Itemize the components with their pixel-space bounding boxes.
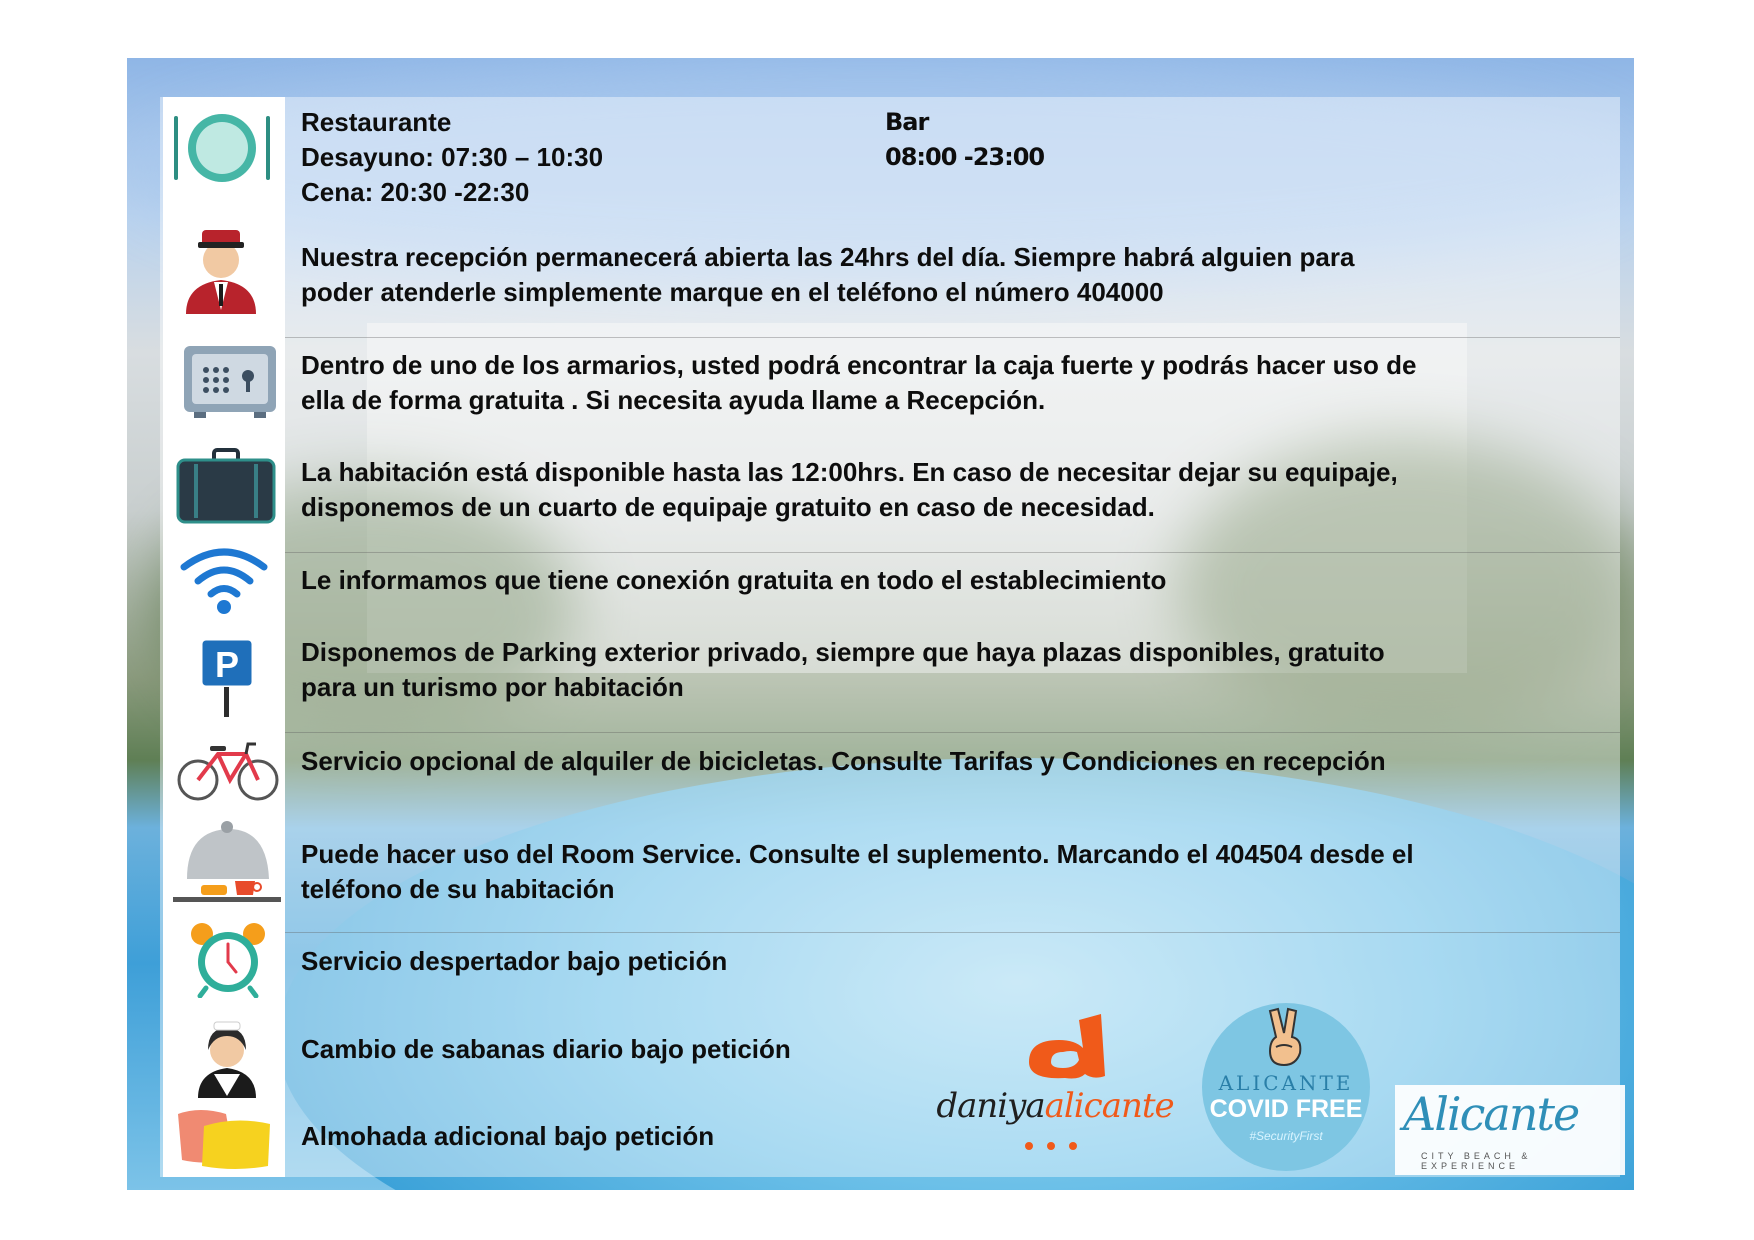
safe-info bbox=[301, 348, 1416, 418]
reception-line-2: poder atenderle simplemente marque en el teléfono el número 404000 bbox=[301, 277, 1164, 307]
parking-line-2: para un turismo por habitación bbox=[301, 672, 684, 702]
svg-text:P: P bbox=[214, 644, 240, 685]
alicante-city-logo bbox=[1395, 1085, 1625, 1175]
daniya-a-mark bbox=[925, 1010, 1185, 1160]
alarm-clock-icon bbox=[188, 922, 268, 998]
safe-line-2: ella de forma gratuita . Si necesita ayuda llame a Recepción. bbox=[301, 385, 1046, 415]
section-divider bbox=[285, 732, 1620, 733]
dinner-hours: Cena: 20:30 -22:30 bbox=[301, 177, 530, 207]
bar-hours-value: 08:00 -23:00 bbox=[885, 143, 1045, 171]
alicante-script-wordmark: Alicante bbox=[1403, 1087, 1579, 1141]
room-service-line-2: teléfono de su habitación bbox=[301, 874, 615, 904]
receptionist-icon bbox=[178, 222, 264, 314]
bar-title: Bar bbox=[885, 108, 929, 136]
alicante-tagline: CITY BEACH & EXPERIENCE bbox=[1421, 1151, 1532, 1171]
wifi-icon bbox=[180, 545, 268, 615]
daniya-wordmark bbox=[925, 1086, 1185, 1126]
reception-line-1: Nuestra recepción permanecerá abierta las 24hrs del día. Siempre habrá alguien para bbox=[301, 242, 1355, 272]
pillow-info bbox=[301, 1119, 714, 1154]
daniya-alicante-logo bbox=[925, 1010, 1185, 1160]
safe-line-1: Dentro de uno de los armarios, usted podrá encontrar la caja fuerte y podrás hacer uso de bbox=[301, 350, 1417, 380]
luggage-info bbox=[301, 455, 1398, 525]
wakeup-line-1: Servicio despertador bajo petición bbox=[301, 946, 728, 976]
room-service-icon bbox=[171, 817, 283, 903]
wakeup-info bbox=[301, 944, 727, 979]
sheets-info bbox=[301, 1032, 791, 1067]
breakfast-hours: Desayuno: 07:30 – 10:30 bbox=[301, 142, 604, 172]
pillow-line-1: Almohada adicional bajo petición bbox=[301, 1121, 715, 1151]
luggage-line-2: disponemos de un cuarto de equipaje gratuito en caso de necesidad. bbox=[301, 492, 1155, 522]
sheets-line-1: Cambio de sabanas diario bajo petición bbox=[301, 1034, 791, 1064]
section-divider bbox=[285, 552, 1620, 553]
wifi-info bbox=[301, 563, 1166, 598]
victory-hand-icon bbox=[1262, 1007, 1310, 1067]
section-divider bbox=[285, 932, 1620, 933]
covid-badge-hashtag: #SecurityFirst bbox=[1249, 1129, 1323, 1143]
pillow-icon bbox=[174, 1104, 274, 1170]
safe-icon bbox=[182, 344, 278, 420]
bikes-line-1: Servicio opcional de alquiler de bicicletas. Consulte Tarifas y Condiciones en recepción bbox=[301, 746, 1386, 776]
suitcase-icon bbox=[176, 448, 276, 524]
bike-rental-info bbox=[301, 744, 1386, 779]
bar-hours bbox=[885, 105, 1044, 175]
reception-info bbox=[301, 240, 1354, 310]
luggage-line-1: La habitación está disponible hasta las 12:00hrs. En caso de necesitar dejar su equipaje, bbox=[301, 457, 1398, 487]
parking-info bbox=[301, 635, 1385, 705]
room-service-info bbox=[301, 837, 1414, 907]
parking-icon bbox=[198, 636, 256, 718]
wifi-line-1: Le informamos que tiene conexión gratuita en todo el establecimiento bbox=[301, 565, 1167, 595]
covid-badge-line-2: COVID FREE bbox=[1209, 1095, 1363, 1123]
bicycle-icon bbox=[176, 740, 280, 802]
room-service-line-1: Puede hacer uso del Room Service. Consulte el suplemento. Marcando el 404504 desde el bbox=[301, 839, 1414, 869]
daniya-word-2: alicante bbox=[1044, 1086, 1174, 1126]
section-divider bbox=[285, 337, 1620, 338]
restaurant-hours bbox=[301, 105, 603, 210]
parking-line-1: Disponemos de Parking exterior privado, siempre que haya plazas disponibles, gratuito bbox=[301, 637, 1385, 667]
plate-icon bbox=[168, 110, 276, 186]
covid-badge-line-1: ALICANTE bbox=[1218, 1071, 1354, 1095]
restaurant-title: Restaurante bbox=[301, 107, 452, 137]
covid-free-badge bbox=[1202, 1003, 1370, 1171]
daniya-word-1: daniya bbox=[936, 1086, 1045, 1126]
maid-icon bbox=[196, 1020, 258, 1098]
